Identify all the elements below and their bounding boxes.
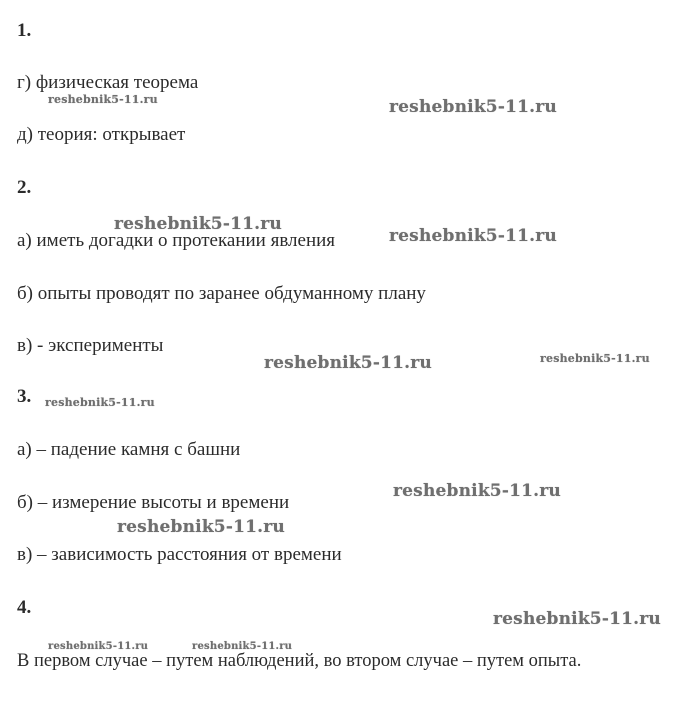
watermark: reshebnik5-11.ru <box>48 641 149 652</box>
watermark: reshebnik5-11.ru <box>493 609 661 629</box>
section-2-number: 2. <box>17 177 32 198</box>
section-1-answer-d: д) теория: открывает <box>17 124 186 145</box>
section-3-answer-a: а) – падение камня с башни <box>17 439 241 460</box>
watermark: reshebnik5-11.ru <box>117 517 285 537</box>
section-4-number: 4. <box>17 597 32 618</box>
watermark: reshebnik5-11.ru <box>264 353 432 373</box>
section-3-number: 3. <box>17 386 32 407</box>
section-2-answer-a: а) иметь догадки о протекании явления <box>17 230 336 251</box>
watermark: reshebnik5-11.ru <box>389 97 557 117</box>
watermark: reshebnik5-11.ru <box>45 396 155 409</box>
watermark: reshebnik5-11.ru <box>114 214 282 234</box>
section-3-answer-v: в) – зависимость расстояния от времени <box>17 544 342 565</box>
section-1-answer-g: г) физическая теорема <box>17 72 199 93</box>
section-2-answer-b: б) опыты проводят по заранее обдуманному плану <box>17 283 426 304</box>
watermark: reshebnik5-11.ru <box>48 93 158 106</box>
section-2-answer-v: в) - эксперименты <box>17 335 164 356</box>
watermark: reshebnik5-11.ru <box>192 641 293 652</box>
section-1-number: 1. <box>17 20 32 41</box>
section-4-answer: В первом случае – путем наблюдений, во втором случае – путем опыта. <box>17 651 582 671</box>
watermark: reshebnik5-11.ru <box>540 352 650 365</box>
watermark: reshebnik5-11.ru <box>389 226 557 246</box>
watermark: reshebnik5-11.ru <box>393 481 561 501</box>
section-3-answer-b: б) – измерение высоты и времени <box>17 492 290 513</box>
